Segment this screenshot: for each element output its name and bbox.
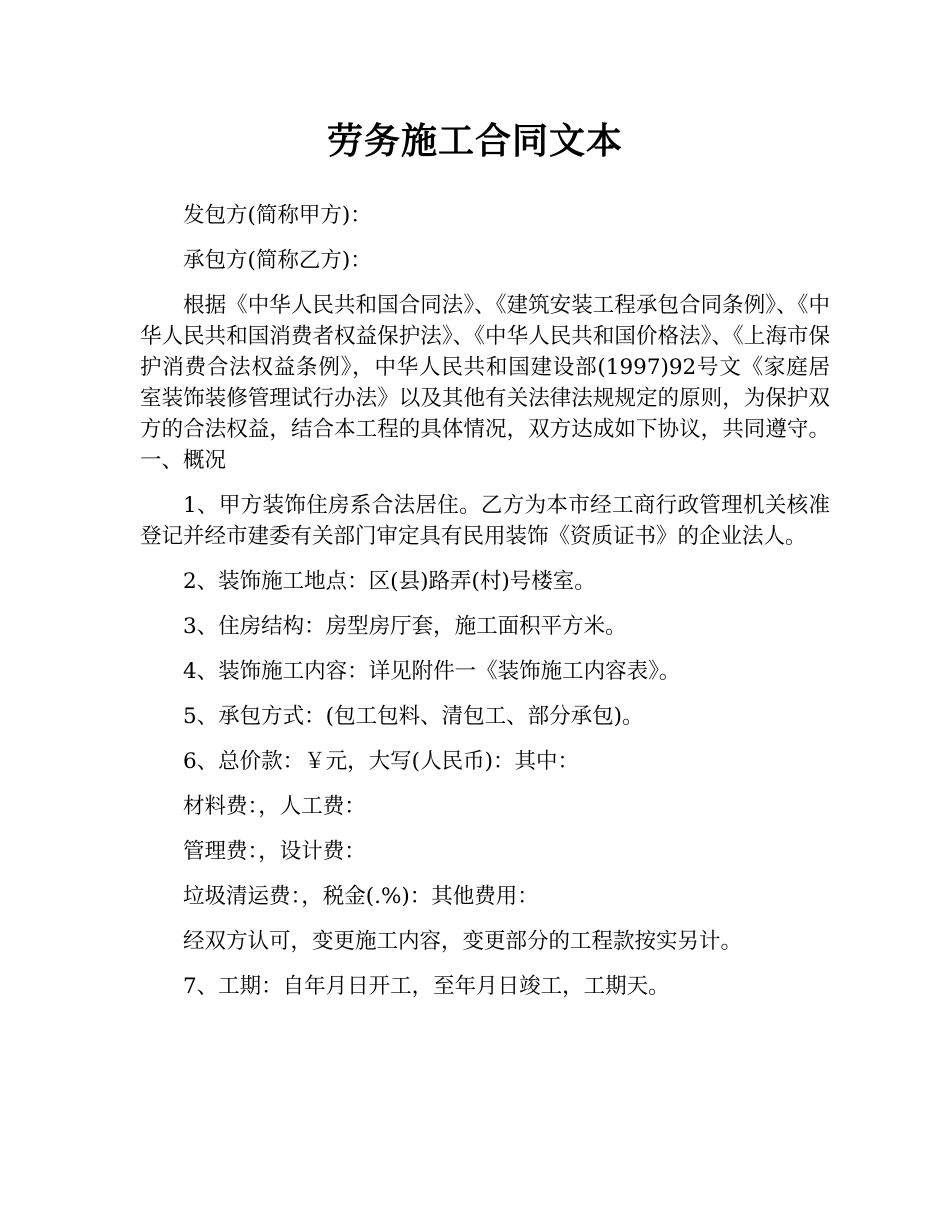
clause-4: 4、装饰施工内容：详见附件一《装饰施工内容表》。 (183, 659, 681, 684)
clause-3: 3、住房结构：房型房厅套，施工面积平方米。 (183, 614, 627, 639)
document-body (140, 200, 830, 1016)
document-title: 劳务施工合同文本 (326, 121, 623, 162)
clause-7: 7、工期：自年月日开工，至年月日竣工，工期天。 (183, 974, 670, 999)
preamble-paragraph: 根据《中华人民共和国合同法》、《建筑安装工程承包合同条例》、《中华人民共和国消费者权益保护法》、《中华人民共和国价格法》、《上海市保护消费合法权益条例》，中华人民共和国建设部(1997)92号文《家庭居室装饰装修管理试行办法》以及其他有关法律法规规定的原则，为保护双方的合法权益，结合本工程的具体情况，双方达成如下协议，共同遵守。一、概况 (140, 293, 830, 473)
party-b-line: 承包方(简称乙方)： (183, 248, 372, 273)
clause-6: 6、总价款：￥元，大写(人民币)：其中： (183, 749, 579, 774)
clause-2: 2、装饰施工地点：区(县)路弄(村)号楼室。 (183, 569, 596, 594)
clause-1: 1、甲方装饰住房系合法居住。乙方为本市经工商行政管理机关核准登记并经市建委有关部门审定具有民用装饰《资质证书》的企业法人。 (140, 493, 830, 549)
party-a-line: 发包方(简称甲方)： (183, 203, 372, 228)
clause-6-changes: 经双方认可，变更施工内容，变更部分的工程款按实另计。 (183, 929, 743, 954)
clause-6-other-fees: 垃圾清运费：，税金(.%)：其他费用： (183, 884, 539, 909)
clause-5: 5、承包方式：(包工包料、清包工、部分承包)。 (183, 704, 644, 729)
clause-6-materials: 材料费：，人工费： (183, 794, 366, 819)
clause-6-management: 管理费：，设计费： (183, 839, 366, 864)
